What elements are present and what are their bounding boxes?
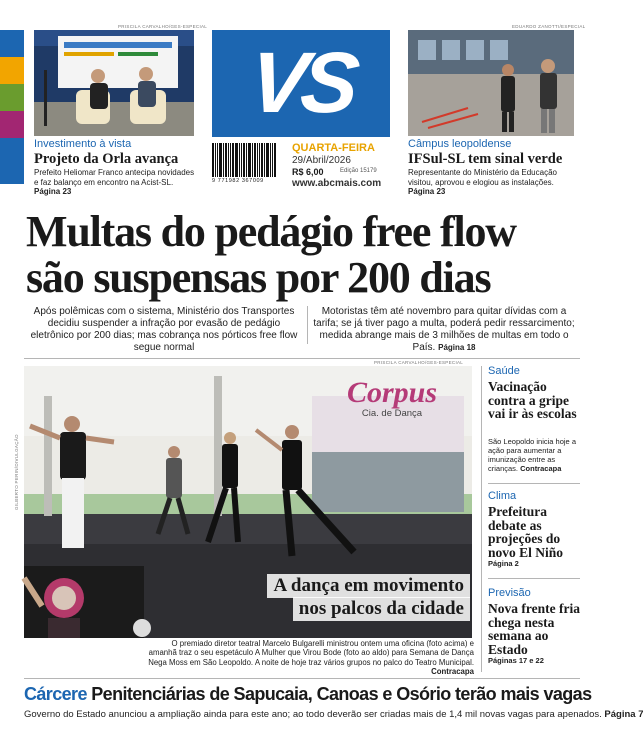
headline-top-right[interactable]: IFSul-SL tem sinal verde xyxy=(408,151,563,167)
sidebar-headline-3[interactable]: Nova frente fria chega nesta semana ao Estado xyxy=(488,601,580,657)
barcode-bar xyxy=(230,143,231,177)
barcode-bar xyxy=(228,143,229,177)
barcode-bar xyxy=(235,143,238,177)
dance-headline-line2[interactable]: nos palcos da cidade xyxy=(293,597,470,621)
barcode-bar xyxy=(246,143,247,177)
main-sub-right: Motoristas têm até novembro para quitar dívidas com a tarifa; se já tiver pago a multa, poderá pedir ressarcimento; medida abrange mais de 3 milhões de multas em todo o País. Página 18 xyxy=(313,306,575,353)
barcode-bar xyxy=(217,143,218,177)
barcode-bar xyxy=(254,143,256,177)
horizontal-rule xyxy=(24,358,580,359)
main-headline-line1[interactable]: Multas do pedágio free flow xyxy=(26,207,516,256)
sidebar-headline-1[interactable]: Vacinação contra a gripe vai ir às escolas xyxy=(488,379,577,421)
barcode-bar xyxy=(243,143,245,177)
barcode-bar xyxy=(272,143,273,177)
sidebar-rule-2 xyxy=(488,578,580,579)
headline-top-left[interactable]: Projeto da Orla avança xyxy=(34,151,179,167)
color-stripe-4 xyxy=(0,111,24,138)
text-top-left: Prefeito Heliomar Franco antecipa novidades e faz balanço em encontro na Acist-SL. Página 23 xyxy=(34,168,195,196)
bottom-headline[interactable]: Cárcere Penitenciárias de Sapucaia, Canoas e Osório terão mais vagas xyxy=(24,684,592,704)
barcode-bar xyxy=(252,143,253,177)
main-sub-left: Após polêmicas com o sistema, Ministério dos Transportes decidiu suspender a infração por evasão de pedágio eletrônico por 200 dias; mas cobrança nos pórticos free flow segue normal xyxy=(30,306,298,353)
sidebar-kicker-2: Clima xyxy=(488,490,517,502)
barcode-bar xyxy=(232,143,234,177)
barcode-bar xyxy=(257,143,258,177)
barcode-bar xyxy=(215,143,216,177)
main-headline-line2[interactable]: são suspensas por 200 dias xyxy=(26,253,491,302)
barcode-bar xyxy=(274,143,276,177)
issue-price: R$ 6,00 xyxy=(292,167,324,177)
barcode-bar xyxy=(259,143,260,177)
sidebar-kicker-1: Saúde xyxy=(488,365,520,377)
photo-orla-meeting[interactable] xyxy=(34,30,194,136)
barcode: 9 771982 367009 xyxy=(212,143,284,185)
barcode-bar xyxy=(266,143,269,177)
dance-caption: O premiado diretor teatral Marcelo Bulgarelli ministrou ontem uma oficina (foto acima) e amanhã traz o seu espetáculo A Mulher que Virou Bode (foto ao aldo) para Semana de Dança Nega Moss em São Leopoldo. A noite de hoje traz vários grupos no palco do Teatro Municipal. Contracapa xyxy=(148,639,474,677)
column-divider xyxy=(307,306,308,344)
horizontal-rule-bottom xyxy=(24,678,580,679)
kicker-top-right: Câmpus leopoldense xyxy=(408,138,512,150)
barcode-bar xyxy=(241,143,242,177)
sidebar-headline-2[interactable]: Prefeitura debate as projeções do novo El Niño xyxy=(488,504,564,560)
barcode-bar xyxy=(212,143,214,177)
sidebar-divider xyxy=(481,366,482,672)
color-stripe-3 xyxy=(0,84,24,111)
dance-headline-line1[interactable]: A dança em movimento xyxy=(267,574,470,598)
barcode-bar xyxy=(270,143,271,177)
barcode-bar xyxy=(261,143,263,177)
kicker-top-left: Investimento à vista xyxy=(34,138,132,150)
sidebar-text-1: São Leopoldo inicia hoje a ação para aumentar a imunização entre as crianças. Contracapa xyxy=(488,437,576,473)
color-stripe-5 xyxy=(0,138,24,184)
photo-credit-top-right: EDUARDO ZANOTTI/ESPECIAL xyxy=(512,24,586,29)
barcode-bar xyxy=(219,143,222,177)
issue-edition: Edição 15179 xyxy=(340,168,377,174)
text-top-right: Representante do Ministério da Educação visitou, aprovou e elogiou as instalações. Página 23 xyxy=(408,168,557,196)
vertical-photo-credit: GILBERTO PERIN/DIVULGAÇÃO xyxy=(14,434,19,510)
color-stripe-1 xyxy=(0,30,24,57)
color-stripe-2 xyxy=(0,57,24,84)
barcode-bar xyxy=(223,143,224,177)
corpus-sign-text: Corpus Cia. de Dança xyxy=(346,376,438,419)
site-link[interactable]: www.abcmais.com xyxy=(292,178,382,189)
barcode-bar xyxy=(239,143,240,177)
photo-ifsul-visit[interactable] xyxy=(408,30,574,136)
barcode-bar xyxy=(248,143,251,177)
sidebar-text-3: Páginas 17 e 22 xyxy=(488,656,544,665)
sidebar-text-2: Página 2 xyxy=(488,559,519,568)
issue-date: 29/Abril/2026 xyxy=(292,155,351,166)
sidebar-rule-1 xyxy=(488,483,580,484)
photo-credit-top-left: PRISCILA CARVALHO/GES-ESPECIAL xyxy=(118,24,208,29)
issue-day: QUARTA-FEIRA xyxy=(292,142,375,154)
barcode-bar xyxy=(225,143,227,177)
photo-credit-dance: PRISCILA CARVALHO/GES-ESPECIAL xyxy=(374,360,464,365)
sidebar-kicker-3: Previsão xyxy=(488,587,531,599)
bottom-text: Governo do Estado anunciou a ampliação ainda para este ano; ao todo deverão ser criadas mais de 1,4 mil novas vagas para apenados. Página 7 xyxy=(24,709,643,720)
barcode-bar xyxy=(264,143,265,177)
vs-logo[interactable]: VS xyxy=(212,30,390,137)
